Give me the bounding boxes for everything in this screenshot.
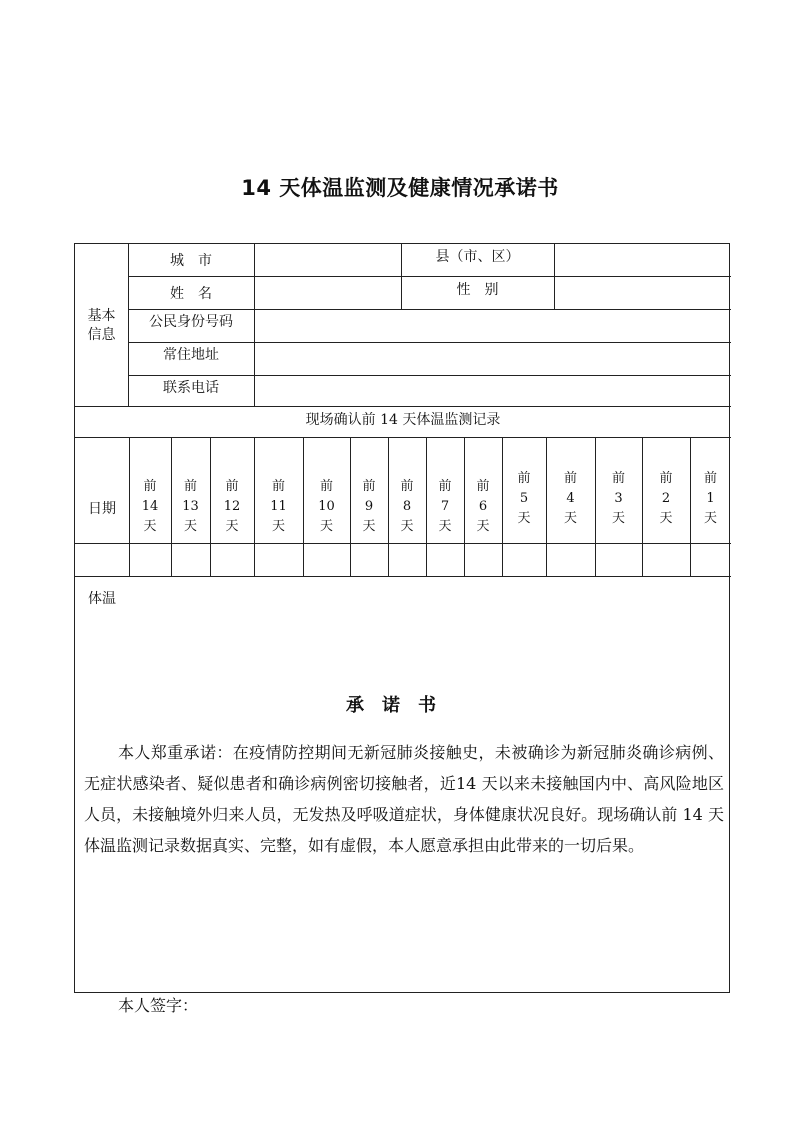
- temperature-cell-13[interactable]: [173, 549, 208, 571]
- temperature-cell-1[interactable]: [692, 549, 729, 571]
- field-county[interactable]: [557, 252, 727, 272]
- day-header-3: 前 3 天: [611, 471, 625, 526]
- row-divider: [128, 276, 731, 277]
- day-header-10: 前 10 天: [318, 479, 335, 534]
- field-phone[interactable]: [257, 382, 727, 402]
- document-title: 14 天体温监测及健康情况承诺书: [241, 176, 559, 200]
- temperature-cell-3[interactable]: [597, 549, 640, 571]
- day-header-9: 前 9 天: [362, 479, 376, 534]
- row-divider: [75, 406, 731, 407]
- day-header-7: 前 7 天: [438, 479, 452, 534]
- label-county: 县（市、区）: [435, 249, 520, 265]
- day-header-4: 前 4 天: [563, 471, 577, 526]
- temperature-label: 体温: [88, 591, 116, 607]
- temperature-cell-6[interactable]: [466, 549, 500, 571]
- temperature-cell-7[interactable]: [428, 549, 462, 571]
- row-divider: [75, 576, 731, 577]
- temperature-cell-2[interactable]: [644, 549, 688, 571]
- health-form-table: [74, 243, 730, 993]
- row-divider: [75, 543, 731, 544]
- temperature-cell-14[interactable]: [131, 549, 169, 571]
- pledge-title: 承诺书: [346, 695, 454, 716]
- field-gender[interactable]: [557, 285, 727, 305]
- signature-label: 本人签字：: [118, 996, 199, 1015]
- label-gender: 性 别: [456, 282, 499, 298]
- field-name[interactable]: [257, 285, 397, 305]
- day-header-6: 前 6 天: [476, 479, 490, 534]
- col-divider: [554, 244, 555, 309]
- day-header-8: 前 8 天: [400, 479, 414, 534]
- day-header-13: 前 13 天: [182, 479, 199, 534]
- temperature-record-header: 现场确认前 14 天体温监测记录: [305, 412, 501, 428]
- field-id-number[interactable]: [257, 318, 727, 338]
- label-name: 姓 名: [170, 286, 212, 302]
- row-divider: [75, 437, 731, 438]
- day-header-14: 前 14 天: [141, 479, 159, 534]
- label-address: 常住地址: [163, 347, 219, 363]
- label-id-number: 公民身份号码: [149, 314, 233, 330]
- date-label: 日期: [88, 501, 116, 517]
- temperature-cell-4[interactable]: [548, 549, 593, 571]
- row-divider: [128, 342, 731, 343]
- temperature-cell-9[interactable]: [352, 549, 386, 571]
- day-header-5: 前 5 天: [517, 471, 531, 526]
- temperature-cell-11[interactable]: [256, 549, 301, 571]
- label-phone: 联系电话: [163, 380, 219, 396]
- row-divider: [128, 375, 731, 376]
- day-header-12: 前 12 天: [223, 479, 241, 534]
- col-divider: [254, 244, 255, 406]
- row-divider: [128, 309, 731, 310]
- day-header-2: 前 2 天: [659, 471, 673, 526]
- day-header-1: 前 1 天: [703, 471, 717, 526]
- pledge-body: 本人郑重承诺：在疫情防控期间无新冠肺炎接触史，未被确诊为新冠肺炎确诊病例、无症状感染者、疑似患者和确诊病例密切接触者，近14 天以来未接触国内中、高风险地区人员，未接触境外归来人员，无发热及呼吸道症状，身体健康状况良好。现场确认前 14 天体温监测记录数据真实、完整，如有虚假，本人愿意承担由此带来的一切后果。: [84, 743, 724, 855]
- temperature-cell-8[interactable]: [390, 549, 424, 571]
- field-city[interactable]: [257, 252, 397, 272]
- label-city: 城 市: [170, 253, 212, 269]
- section-label-basic-info: 基本信息: [87, 308, 116, 343]
- day-header-11: 前 11 天: [270, 479, 287, 534]
- temperature-cell-12[interactable]: [212, 549, 252, 571]
- field-address[interactable]: [257, 351, 727, 371]
- temperature-cell-10[interactable]: [305, 549, 348, 571]
- temperature-cell-5[interactable]: [504, 549, 544, 571]
